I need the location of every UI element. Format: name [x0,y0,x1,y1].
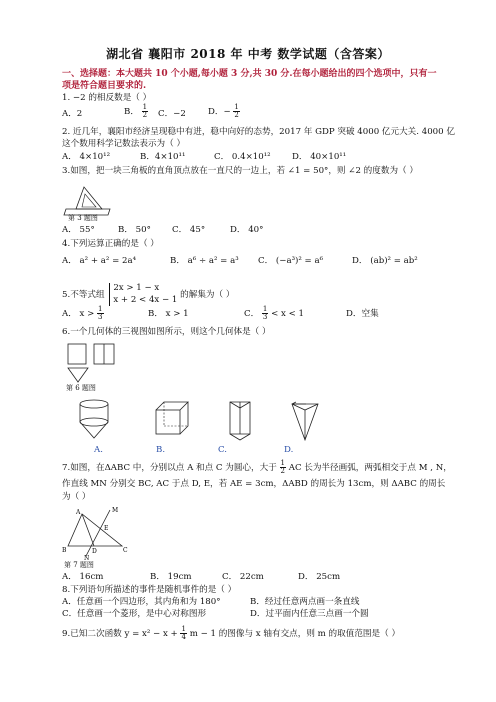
q6-stem: 6.一个几何体的三视图如图所示，则这个几何体是（ ） [62,327,271,337]
q7-option-a: A． 16cm [62,572,104,582]
q1-option-d-label: D．− [208,107,231,117]
q7-option-d: D． 25cm [298,572,341,582]
label-c: C [123,547,128,554]
q9-frac [180,626,186,641]
q1-option-a: A．2 [62,109,83,119]
q1-option-d-frac [233,104,239,119]
q5-a-num: 1 [98,305,103,313]
triangle-inner-shape [82,194,96,207]
cylinder-shape [80,400,108,438]
q5-stem [62,283,234,306]
top-view-shape [68,368,88,382]
q1-option-d [208,104,240,119]
q6-option-c: C. [218,445,228,455]
q5-option-a [62,306,104,321]
q4-option-c: C． (−a³)² = a⁶ [258,256,324,266]
q7-frac-num: 1 [280,459,285,467]
q7-frac-den: 2 [280,467,285,475]
q3-stem: 3.如图，把一块三角板的直角顶点放在一直尺的一边上，若 ∠1 = 50°，则 ∠2 的度数为（ ） [62,166,418,176]
q5-option-c-rest: < x < 1 [271,309,305,319]
q1-stem: 1. −2 的相反数是（ ） [62,93,152,103]
label-e: E [104,525,109,532]
label-a: A [76,509,81,516]
label-b: B [62,547,67,554]
q7-option-c: C． 22cm [222,572,264,582]
q2-option-c: C． 0.4×10¹² [214,152,271,162]
q6-option-d: D. [284,445,294,455]
q5-system [109,283,177,306]
q4-stem: 4.下列运算正确的是（ ） [62,239,159,249]
q6-three-views [66,342,130,386]
q3-option-d: D． 40° [230,225,264,235]
q5-stem-pre: 5.不等式组 [62,290,105,301]
section-heading: 一、选择题：本大题共 10 个小题,每小题 3 分,共 30 分.在每小题给出的四个选项中，只有一项是符合题目要求的. [62,69,437,92]
q7-frac [280,460,286,475]
q1-d-den: 2 [234,111,239,119]
q1-d-num: 1 [234,103,239,111]
triangular-prism-shape [230,402,250,440]
q3-option-c: C． 45° [172,225,206,235]
q3-option-b: B． 50° [118,225,151,235]
triangle-square-shape [76,187,102,209]
q1-option-b-frac [142,104,148,119]
q8-option-b: B．经过任意两点画一条直线 [250,597,360,607]
q3-option-a: A． 55° [62,225,95,235]
q5-line-1: 2x > 1 − x [113,283,160,293]
q4-option-d: D． (ab)² = ab² [352,256,418,266]
q8-option-a: A．任意画一个四边形，其内角和为 180° [62,597,221,607]
q9-frac-num: 1 [181,625,186,633]
triangle-abc-shape [68,514,122,546]
cube-shape [156,402,188,434]
q2-option-d: D． 40×10¹¹ [292,152,347,162]
q3-figure-caption: 第 3 题图 [68,214,98,222]
q5-option-d: D．空集 [346,309,379,319]
q6-option-b: B. [156,445,166,455]
q5-c-den: 3 [262,313,268,321]
q5-option-b: B． x > 1 [148,309,189,319]
q7-stem-3: 为（ ） [62,492,91,502]
q1-b-num: 1 [142,103,148,111]
q2-stem-2: 这个数用科学记数法表示为（ ） [62,139,186,149]
q7-figure [60,506,132,560]
q7-stem-post: AC 长为半径画弧，两弧相交于点 M , N， [288,463,452,473]
q8-option-c: C．任意画一个菱形，是中心对称图形 [62,609,207,619]
q5-option-c [244,306,304,321]
front-view-shape [68,344,86,364]
q7-stem-2: 作直线 MN 分别交 BC, AC 于点 D, E，若 AE = 3cm，ΔABD 的周长为 13cm，则 ΔABC 的周长 [62,479,446,489]
q8-option-d: D．过平面内任意三点画一个圆 [250,609,369,619]
q5-option-c-label: C． [244,309,260,319]
page-title: 湖北省 襄阳市 2018 年 中考 数学试题（含答案） [106,47,390,61]
q5-c-num: 1 [262,305,268,313]
q6-solids [74,398,338,444]
q5-stem-post: 的解集为（ ） [180,290,235,301]
q9-stem [62,626,400,641]
q5-line-2: x + 2 < 4x − 1 [113,294,178,305]
q9-stem-post: m − 1 的图像与 x 轴有交点，则 m 的取值范围是（ ） [189,629,401,639]
q6-option-a: A. [94,445,103,455]
q5-option-c-frac [262,306,268,321]
q8-stem: 8.下列语句所描述的事件是随机事件的是（ ） [62,585,237,595]
label-n: N [84,555,90,562]
q7-stem-pre: 7.如图，在ΔABC 中，分别以点 A 和点 C 为圆心，大于 [62,463,277,473]
q6-figure-caption: 第 6 题图 [66,384,96,392]
q4-option-b: B． a⁶ ÷ a² = a³ [170,256,239,266]
q1-option-b-label: B． [124,107,139,117]
q9-stem-pre: 9.已知二次函数 y = x² − x + [62,629,178,639]
q5-option-a-label: A． x > [62,309,95,319]
label-m: M [112,507,119,514]
label-d: D [92,548,97,555]
q4-option-a: A． a² + a² = 2a⁴ [62,256,137,266]
q7-figure-caption: 第 7 题图 [64,561,94,569]
q1-b-den: 2 [142,111,148,119]
q2-option-a: A． 4×10¹² [62,152,111,162]
q1-option-b [124,104,148,119]
q7-option-b: B． 19cm [150,572,192,582]
q5-option-a-frac [97,306,103,321]
q9-frac-den: 4 [181,633,186,641]
q2-stem: 2. 近几年，襄阳市经济呈现稳中有进，稳中向好的态势，2017 年 GDP 突破 4000 亿元大关. 4000 亿 [62,127,455,137]
q7-stem [62,460,452,475]
q2-option-b: B．4×10¹¹ [140,152,186,162]
triangular-pyramid-shape [292,402,318,440]
q1-option-c: C．−2 [158,109,186,119]
line-mn [86,510,110,556]
q5-a-den: 3 [98,313,103,321]
